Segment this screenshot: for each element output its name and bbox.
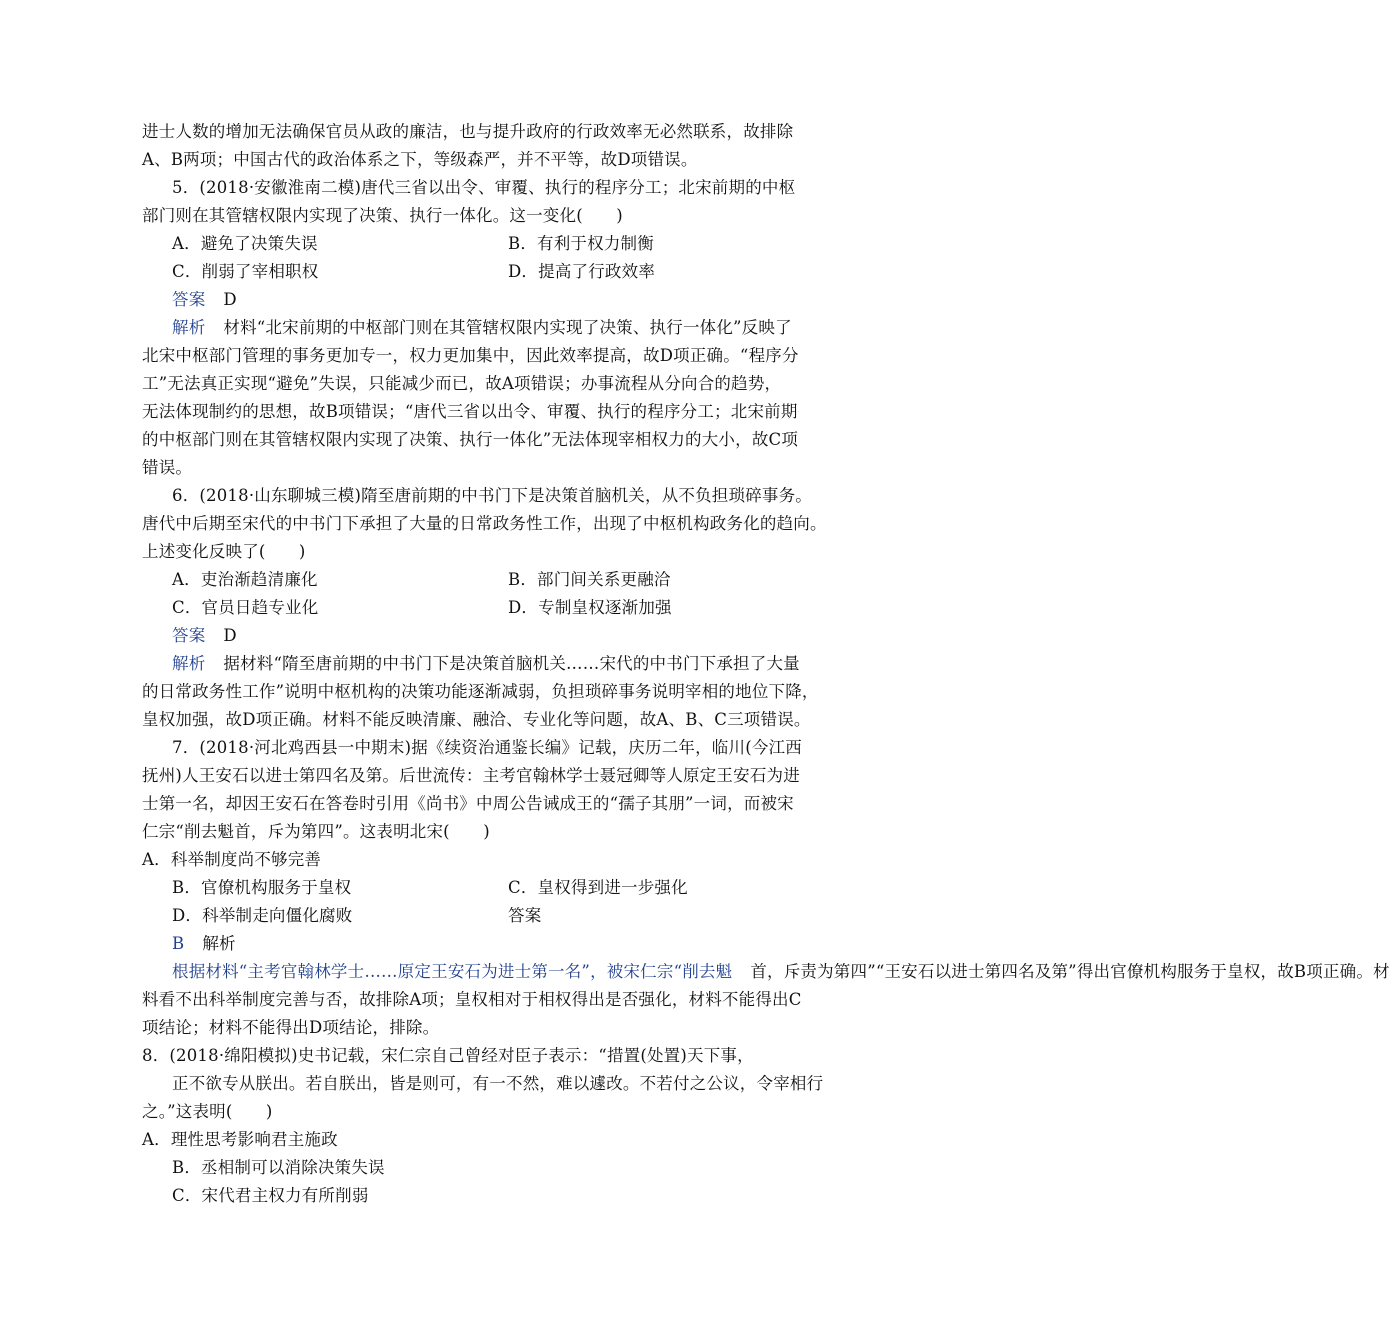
q6-option-d: D．专制皇权逐渐加强 <box>508 598 672 617</box>
text-line: 部门则在其管辖权限内实现了决策、执行一体化。这一变化( ) <box>142 206 623 225</box>
text-line: 进士人数的增加无法确保官员从政的廉洁，也与提升政府的行政效率无必然联系，故排除 <box>142 122 794 141</box>
question-5-stem: 5．(2018·安徽淮南二模)唐代三省以出令、审覆、执行的程序分工；北宋前期的中枢 <box>172 178 796 197</box>
q5-option-a: A．避免了决策失误 <box>172 234 318 253</box>
q5-analysis <box>172 318 792 338</box>
text-line: 抚州)人王安石以进士第四名及第。后世流传：主考官翰林学士聂冠卿等人原定王安石为进 <box>142 766 800 785</box>
answer-label: B <box>172 934 185 953</box>
text-line: 错误。 <box>142 458 193 477</box>
text-line: 皇权加强，故D项正确。材料不能反映清廉、融洽、专业化等问题，故A、B、C三项错误。 <box>142 710 811 729</box>
analysis-text: 材料“北宋前期的中枢部门则在其管辖权限内实现了决策、执行一体化”反映了 <box>223 318 792 337</box>
text-line: A、B两项；中国古代的政治体系之下，等级森严，并不平等，故D项错误。 <box>142 150 698 169</box>
text-line: 的日常政务性工作”说明中枢机构的决策功能逐渐减弱，负担琐碎事务说明宰相的地位下降， <box>142 682 819 701</box>
question-6-stem: 6．(2018·山东聊城三模)隋至唐前期的中书门下是决策首脑机关，从不负担琐碎事务。 <box>172 486 813 505</box>
q7-answer <box>172 934 236 954</box>
q6-answer <box>172 626 237 646</box>
text-line: A．科举制度尚不够完善 <box>142 850 322 869</box>
question-8-stem: 正不欲专从朕出。若自朕出，皆是则可，有一不然，难以遽改。不若付之公议，令宰相行 <box>172 1074 824 1093</box>
text-line: 工”无法真正实现“避免”失误，只能减少而已，故A项错误；办事流程从分向合的趋势， <box>142 374 782 393</box>
answer-label: 答案 <box>172 626 206 645</box>
text-line: 士第一名，却因王安石在答卷时引用《尚书》中周公告诫成王的“孺子其朋”一词，而被宋 <box>142 794 794 813</box>
answer-value: D <box>223 626 237 645</box>
text-line: 项结论；材料不能得出D项结论，排除。 <box>142 1018 440 1037</box>
q8-option-b: C．宋代君主权力有所削弱 <box>172 1186 369 1205</box>
q6-option-a: A．吏治渐趋清廉化 <box>172 570 318 589</box>
q5-option-b: B．有利于权力制衡 <box>508 234 654 253</box>
q5-answer <box>172 290 237 310</box>
analysis-text: 据材料“隋至唐前期的中书门下是决策首脑机关……宋代的中书门下承担了大量 <box>223 654 800 673</box>
answer-label: 答案 <box>172 290 206 309</box>
q5-option-d: D．提高了行政效率 <box>508 262 656 281</box>
q7-option-c: D．科举制走向僵化腐败 <box>172 906 353 925</box>
q7-option-a: B．官僚机构服务于皇权 <box>172 878 352 897</box>
text-line: A．理性思考影响君主施政 <box>142 1130 338 1149</box>
text-line: 料看不出科举制度完善与否，故排除A项；皇权相对于相权得出是否强化，材料不能得出C <box>142 990 802 1009</box>
q7-option-d: 答案 <box>508 906 542 925</box>
analysis-text: 首，斥责为第四”“王安石以进士第四名及第”得出官僚机构服务于皇权，故B项正确。材 <box>750 962 1390 981</box>
answer-value: 解析 <box>202 934 236 953</box>
text-line: 无法体现制约的思想，故B项错误；“唐代三省以出令、审覆、执行的程序分工；北宋前期 <box>142 402 798 421</box>
question-7-stem: 7．(2018·河北鸡西县一中期末)据《续资治通鉴长编》记载，庆历二年，临川(今江西 <box>172 738 802 757</box>
q8-option-a: B．丞相制可以消除决策失误 <box>172 1158 385 1177</box>
analysis-label: 解析 <box>172 654 206 673</box>
q5-option-c: C．削弱了宰相职权 <box>172 262 319 281</box>
q6-option-c: C．官员日趋专业化 <box>172 598 319 617</box>
text-line: 唐代中后期至宋代的中书门下承担了大量的日常政务性工作，出现了中枢机构政务化的趋向。 <box>142 514 827 533</box>
analysis-label: 根据材料“主考官翰林学士……原定王安石为进士第一名”，被宋仁宗“削去魁 <box>172 962 733 981</box>
answer-value: D <box>223 290 237 309</box>
text-line: 仁宗“削去魁首，斥为第四”。这表明北宋( ) <box>142 822 490 841</box>
text-line: 8．(2018·绵阳模拟)史书记载，宋仁宗自己曾经对臣子表示：“措置(处置)天下事， <box>142 1046 754 1065</box>
text-line: 之。”这表明( ) <box>142 1102 273 1121</box>
q6-option-b: B．部门间关系更融洽 <box>508 570 671 589</box>
analysis-label: 解析 <box>172 318 206 337</box>
text-line: 上述变化反映了( ) <box>142 542 306 561</box>
q7-option-b: C．皇权得到进一步强化 <box>508 878 688 897</box>
q7-analysis <box>172 962 1390 982</box>
text-line: 北宋中枢部门管理的事务更加专一，权力更加集中，因此效率提高，故D项正确。“程序分 <box>142 346 799 365</box>
text-line: 的中枢部门则在其管辖权限内实现了决策、执行一体化”无法体现宰相权力的大小，故C项 <box>142 430 799 449</box>
q6-analysis <box>172 654 800 674</box>
